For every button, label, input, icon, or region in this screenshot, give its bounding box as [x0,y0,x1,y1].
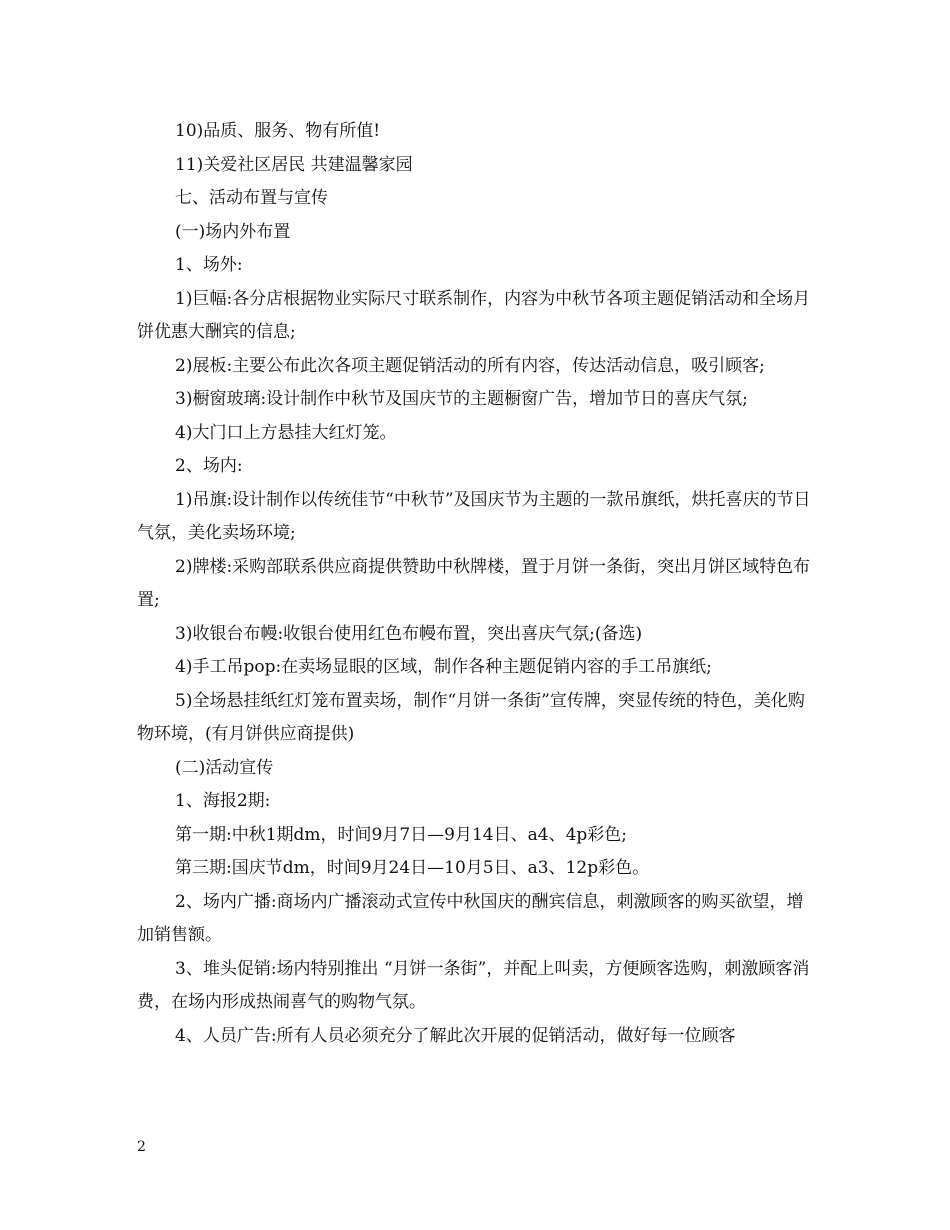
paragraph-banner: 1)巨幅:各分店根据物业实际尺寸联系制作，内容为中秋节各项主题促销活动和全场月饼优惠大酬宾的信息; [137,288,811,342]
paragraph-window-glass: 3)橱窗玻璃:设计制作中秋节及国庆节的主题橱窗广告，增加节日的喜庆气氛; [175,389,748,409]
item-heading-outdoor: 1、场外: [175,255,243,275]
paragraph-hanging-flags: 1)吊旗:设计制作以传统佳节“中秋节”及国庆节为主题的一款吊旗纸，烘托喜庆的节日气氛，美化卖场环境; [137,489,811,543]
list-item-quality: 10)品质、服务、物有所值! [175,121,381,141]
paragraph-lanterns: 4)大门口上方悬挂大红灯笼。 [175,422,397,443]
item-heading-posters: 1、海报2期: [175,791,271,811]
paragraph-staff-advertising: 4、人员广告:所有人员必须充分了解此次开展的促销活动，做好每一位顾客 [175,1025,736,1046]
page-number: 2 [137,1139,146,1155]
list-item-community: 11)关爱社区居民 共建温馨家园 [175,154,413,175]
paragraph-third-issue: 第三期:国庆节dm，时间9月24日—10月5日、a3、12p彩色。 [175,858,650,878]
paragraph-display-board: 2)展板:主要公布此次各项主题促销活动的所有内容，传达活动信息，吸引顾客; [175,355,765,376]
paragraph-cashier-drapes: 3)收银台布幔:收银台使用红色布幔布置，突出喜庆气氛;(备选) [175,623,643,644]
paragraph-archway: 2)牌楼:采购部联系供应商提供赞助中秋牌楼，置于月饼一条街，突出月饼区域特色布置; [137,556,811,610]
subsection-heading-promotion: (二)活动宣传 [175,757,274,778]
paragraph-handmade-pop: 4)手工吊pop:在卖场显眼的区域，制作各种主题促销内容的手工吊旗纸; [175,657,712,677]
document-body [137,115,817,1053]
paragraph-first-issue: 第一期:中秋1期dm，时间9月7日—9月14日、a4、4p彩色; [175,824,628,845]
paragraph-red-lanterns: 5)全场悬挂纸红灯笼布置卖场，制作“月饼一条街”宣传牌，突显传统的特色，美化购物环境，(有月饼供应商提供) [137,690,805,744]
paragraph-stack-promotion: 3、堆头促销:场内特别推出 “月饼一条街”，并配上叫卖，方便顾客选购，刺激顾客消费，在场内形成热闹喜气的购物气氛。 [137,958,810,1012]
item-heading-indoor: 2、场内: [175,456,243,476]
section-heading-layout-promotion: 七、活动布置与宣传 [175,188,328,208]
paragraph-broadcast: 2、场内广播:商场内广播滚动式宣传中秋国庆的酬宾信息，刺激顾客的购买欲望，增加销售额。 [137,891,804,945]
subsection-heading-venue-layout: (一)场内外布置 [175,221,291,242]
